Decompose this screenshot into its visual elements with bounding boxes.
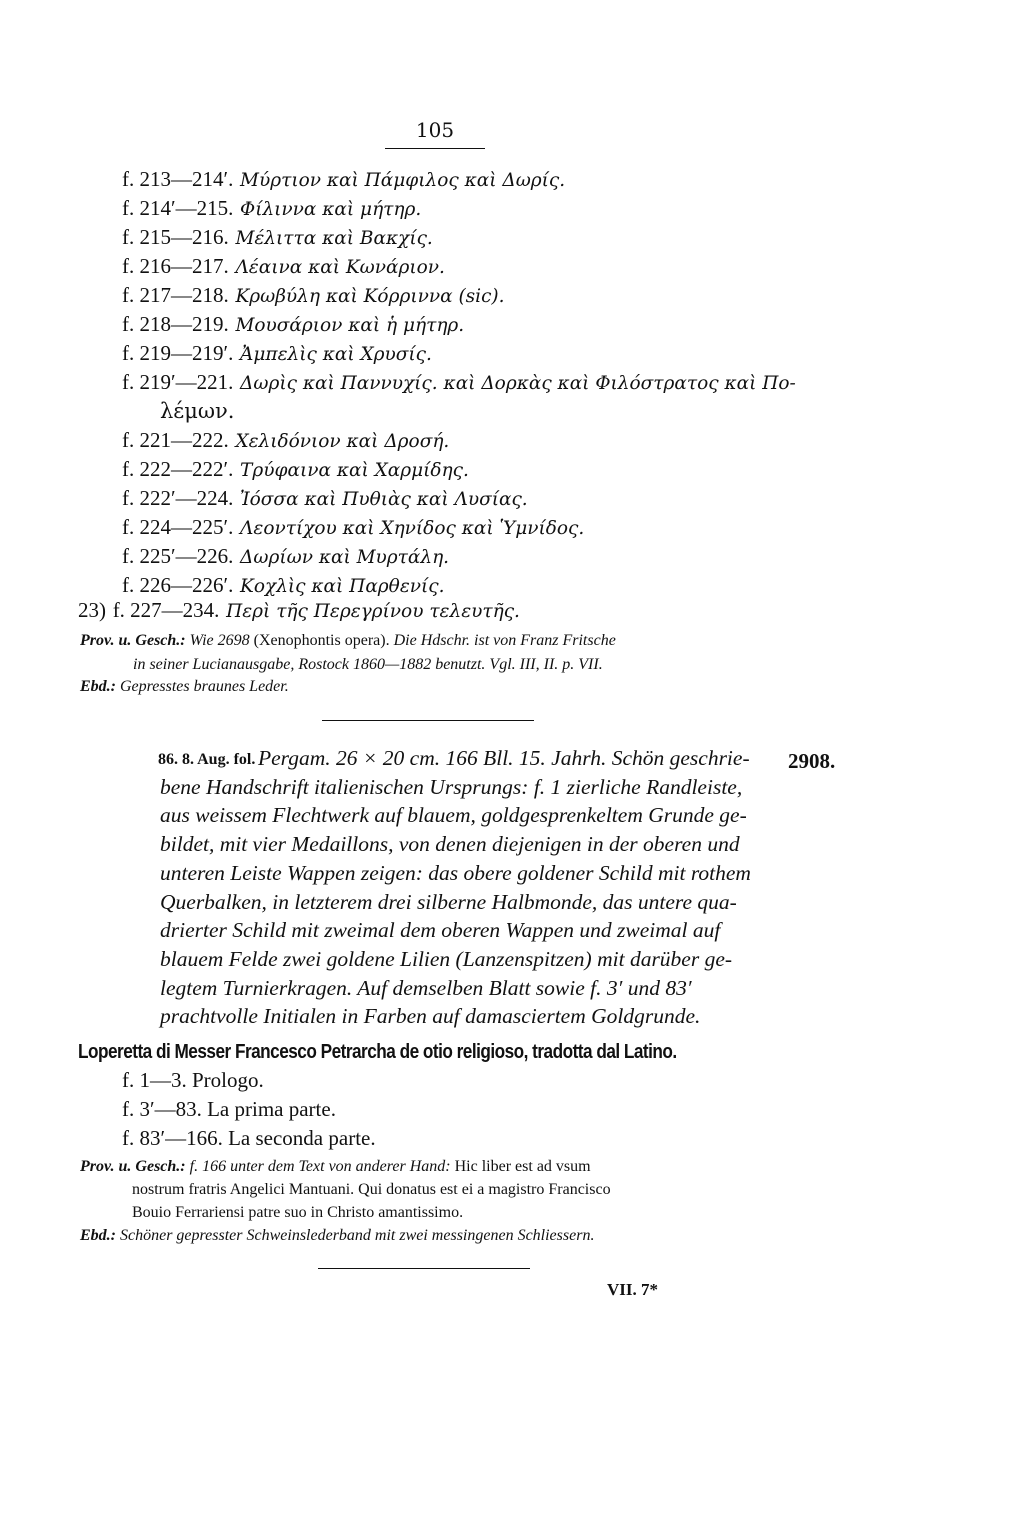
page-number: 105 — [415, 118, 455, 142]
description-line: drierter Schild mit zweimal dem oberen Wappen und zweimal auf — [160, 918, 721, 943]
entry-row — [122, 254, 445, 279]
entry-row — [122, 225, 433, 250]
end-rule — [318, 1268, 530, 1269]
entry-23 — [78, 598, 520, 623]
section-ref: f. 83′—166. — [122, 1126, 223, 1150]
entry-ref: f. 226—226′. — [122, 573, 234, 597]
entry-row — [122, 167, 565, 192]
entry-row — [122, 341, 432, 366]
binding-label: Ebd.: — [80, 1227, 116, 1244]
entry-ref: f. 221—222. — [122, 428, 229, 452]
entry-number: 23) — [78, 598, 106, 622]
section-title: La prima parte. — [207, 1097, 336, 1121]
description-line: prachtvolle Initialen in Farben auf damasciertem Goldgrunde. — [160, 1004, 701, 1029]
provenance-text: Die Hdschr. ist von Franz Fritsche — [393, 632, 616, 649]
entry-row — [122, 486, 528, 511]
entry-title: Τρύφαινα καὶ Χαρμίδης. — [240, 460, 469, 481]
entry-ref: f. 219′—221. — [122, 370, 234, 394]
description-line: blauem Felde zwei goldene Lilien (Lanzenspitzen) mit darüber ge- — [160, 946, 733, 971]
description-line: Querbalken, in letzterem drei silberne Halbmonde, das untere qua- — [160, 889, 737, 914]
entry-title: Περὶ τῆς Περεγρίνου τελευτῆς. — [226, 601, 520, 622]
entry-row — [122, 428, 449, 453]
section-ref: f. 3′—83. — [122, 1097, 202, 1121]
provenance-ref: Wie 2698 — [189, 632, 250, 649]
provenance-italic: f. 166 unter dem Text von anderer Hand: — [189, 1158, 451, 1175]
binding-text: Schöner gepresster Schweinslederband mit zwei messingenen Schliessern. — [120, 1227, 595, 1244]
description-line: bene Handschrift italienischen Ursprungs: f. 1 zierliche Randleiste, — [160, 774, 743, 799]
section-title: Prologo. — [192, 1068, 264, 1092]
section-ref: f. 1—3. — [122, 1068, 187, 1092]
entry-title: Μουσάριον καὶ ἡ μήτηρ. — [235, 315, 465, 336]
entry-ref: f. 213—214′. — [122, 167, 234, 191]
entry-row — [122, 312, 464, 337]
entry-title: Ἰόσσα καὶ Πυθιὰς καὶ Λυσίας. — [240, 489, 528, 510]
entry-title: Κρωβύλη καὶ Κόρριννα (sic). — [235, 286, 505, 307]
entry-title: Χελιδόνιον καὶ Δροσή. — [235, 431, 450, 452]
section-row — [122, 1097, 336, 1122]
provenance-work: (Xenophontis opera). — [253, 632, 390, 649]
entry-row — [122, 515, 584, 540]
binding-label: Ebd.: — [80, 678, 116, 695]
entry-ref: f. 216—217. — [122, 254, 229, 278]
entry-title: Ἀμπελὶς καὶ Χρυσίς. — [240, 344, 432, 365]
entry-row — [122, 457, 469, 482]
section-divider — [322, 720, 534, 721]
description-line: Pergam. 26 × 20 cm. 166 Bll. 15. Jahrh. Schön geschrie- — [258, 746, 750, 770]
description-line: aus weissem Flechtwerk auf blauem, goldgesprenkeltem Grunde ge- — [160, 803, 747, 828]
entry-row — [122, 573, 445, 598]
section-row — [122, 1126, 376, 1151]
entry-ref: f. 222—222′. — [122, 457, 234, 481]
work-title: Loperetta di Messer Francesco Petrarcha de otio religioso, tradotta dal Latino. — [78, 1041, 677, 1063]
entry-title: Φίλιννα καὶ μήτηρ. — [240, 199, 422, 220]
entry-ref: f. 222′—224. — [122, 486, 234, 510]
description-line: unteren Leiste Wappen zeigen: das obere goldener Schild mit rothem — [160, 860, 751, 885]
provenance-line3: Bouio Ferrariensi patre suo in Christo amantissimo. — [132, 1204, 464, 1221]
provenance-label: Prov. u. Gesch.: — [80, 1158, 186, 1175]
entry-row — [122, 544, 449, 569]
entry-ref: f. 224—225′. — [122, 515, 234, 539]
entry-title: Δωρίων καὶ Μυρτάλη. — [240, 547, 450, 568]
entry-title: Δωρὶς καὶ Παννυχίς. καὶ Δορκὰς καὶ Φιλόστρατος καὶ Πο- — [240, 373, 796, 394]
catalog-number: 2908. — [788, 749, 836, 773]
description-line: bildet, mit vier Medaillons, von denen diejenigen in der oberen und — [160, 832, 740, 857]
entry-title: Λεοντίχου καὶ Χηνίδος καὶ Ὑμνίδος. — [240, 518, 585, 539]
provenance-note — [80, 632, 616, 650]
entry-ref: f. 218—219. — [122, 312, 229, 336]
provenance-line2: nostrum fratris Angelici Mantuani. Qui donatus est ei a magistro Francisco — [132, 1181, 611, 1198]
provenance-text: Hic liber est ad vsum — [454, 1158, 591, 1175]
entry-title: Μέλιττα καὶ Βακχίς. — [235, 228, 433, 249]
entry-ref: f. 217—218. — [122, 283, 229, 307]
entry-title: Λέαινα καὶ Κωνάριον. — [235, 257, 445, 278]
binding-note-2 — [80, 1227, 594, 1245]
entry-title: Κοχλὶς καὶ Παρθενίς. — [240, 576, 445, 597]
provenance-label: Prov. u. Gesch.: — [80, 632, 186, 649]
entry-ref: f. 225′—226. — [122, 544, 234, 568]
entry-ref: f. 219—219′. — [122, 341, 234, 365]
signature-mark: VII. 7* — [607, 1280, 659, 1299]
section-title: La seconda parte. — [228, 1126, 376, 1150]
shelfmark: 86. 8. Aug. fol. — [158, 751, 256, 768]
provenance-note-line2: in seiner Lucianausgabe, Rostock 1860—1882 benutzt. Vgl. III, II. p. VII. — [133, 656, 603, 673]
description-line: legtem Turnierkragen. Auf demselben Blatt sowie f. 3′ und 83′ — [160, 975, 692, 1000]
entry-ref: f. 215—216. — [122, 225, 229, 249]
header-rule — [385, 148, 485, 149]
entry-ref: f. 227—234. — [112, 598, 220, 622]
manuscript-lead — [158, 749, 255, 769]
provenance-note-2 — [80, 1158, 591, 1176]
entry-title: Μύρτιον καὶ Πάμφιλος καὶ Δωρίς. — [240, 170, 566, 191]
entry-row — [122, 283, 505, 308]
entry-continuation: λέμων. — [160, 399, 235, 423]
entry-row — [122, 370, 796, 395]
entry-ref: f. 214′—215. — [122, 196, 234, 220]
binding-note — [80, 678, 289, 696]
entry-row — [122, 196, 421, 221]
binding-text: Gepresstes braunes Leder. — [120, 678, 289, 695]
section-row — [122, 1068, 264, 1093]
